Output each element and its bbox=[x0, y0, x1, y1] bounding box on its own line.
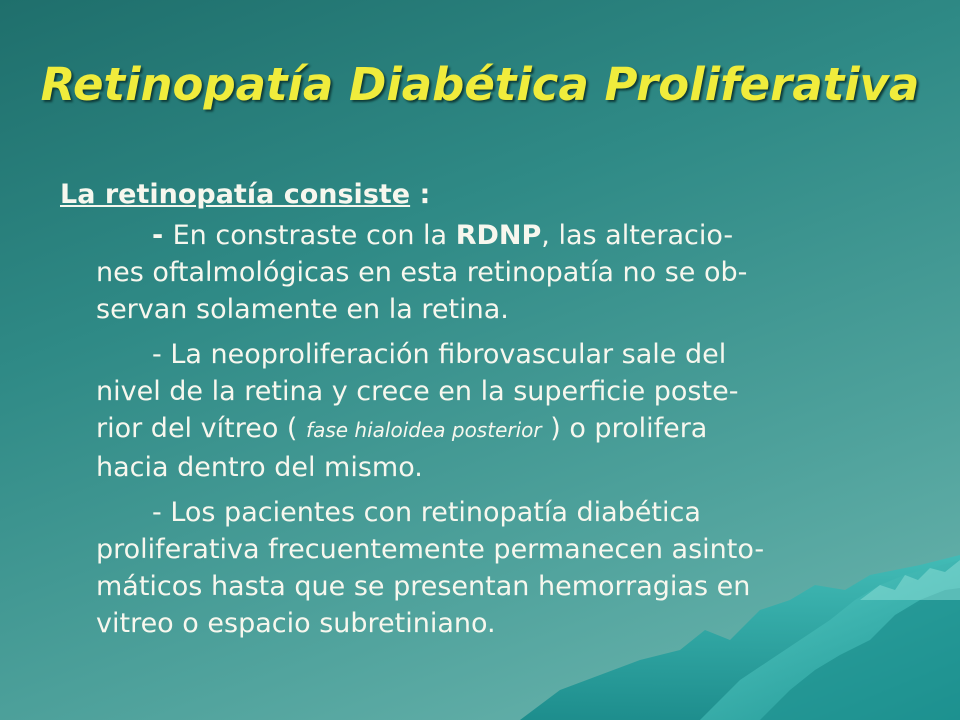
paragraph-2-line-2: nivel de la retina y crece en la superficie poste- bbox=[96, 376, 739, 407]
paragraph-3-line-1 bbox=[96, 494, 900, 531]
section-heading bbox=[60, 176, 900, 213]
slide-title: Retinopatía Diabética Proliferativa bbox=[40, 58, 920, 111]
p2-italic-term: fase hialoidea posterior bbox=[306, 418, 542, 442]
paragraph-1-line-3: servan solamente en la retina. bbox=[96, 294, 509, 325]
paragraph-3-line-4: vitreo o espacio subretiniano. bbox=[96, 608, 496, 639]
paragraph-1-line-1 bbox=[96, 217, 900, 254]
p3-line1-text: - Los pacientes con retinopatía diabética bbox=[152, 497, 701, 528]
heading-colon: : bbox=[410, 179, 431, 210]
p2-line3-b: ) o prolifera bbox=[541, 413, 708, 444]
paragraph-3-line-2: proliferativa frecuentemente permanecen asinto- bbox=[96, 534, 765, 565]
p2-line1-text: - La neoproliferación fibrovascular sale del bbox=[152, 339, 727, 370]
bullet-dash: - bbox=[152, 220, 173, 251]
paragraph-2-line-4: hacia dentro del mismo. bbox=[96, 452, 423, 483]
p1-text-b: , las alteracio- bbox=[541, 220, 734, 251]
paragraph-3 bbox=[60, 494, 900, 642]
p2-line3-a: rior del vítreo ( bbox=[96, 413, 307, 444]
paragraph-1-line-2: nes oftalmológicas en esta retinopatía no se ob- bbox=[96, 257, 748, 288]
p1-bold-term: RDNP bbox=[455, 220, 542, 251]
paragraph-1 bbox=[60, 217, 900, 328]
p1-text-a: En constraste con la bbox=[172, 220, 456, 251]
paragraph-2 bbox=[60, 336, 900, 486]
paragraph-2-line-1 bbox=[96, 336, 900, 373]
slide-body bbox=[60, 176, 900, 650]
heading-text: La retinopatía consiste bbox=[60, 179, 411, 210]
paragraph-2-line-3 bbox=[96, 410, 900, 449]
paragraph-3-line-3: máticos hasta que se presentan hemorragias en bbox=[96, 571, 751, 602]
